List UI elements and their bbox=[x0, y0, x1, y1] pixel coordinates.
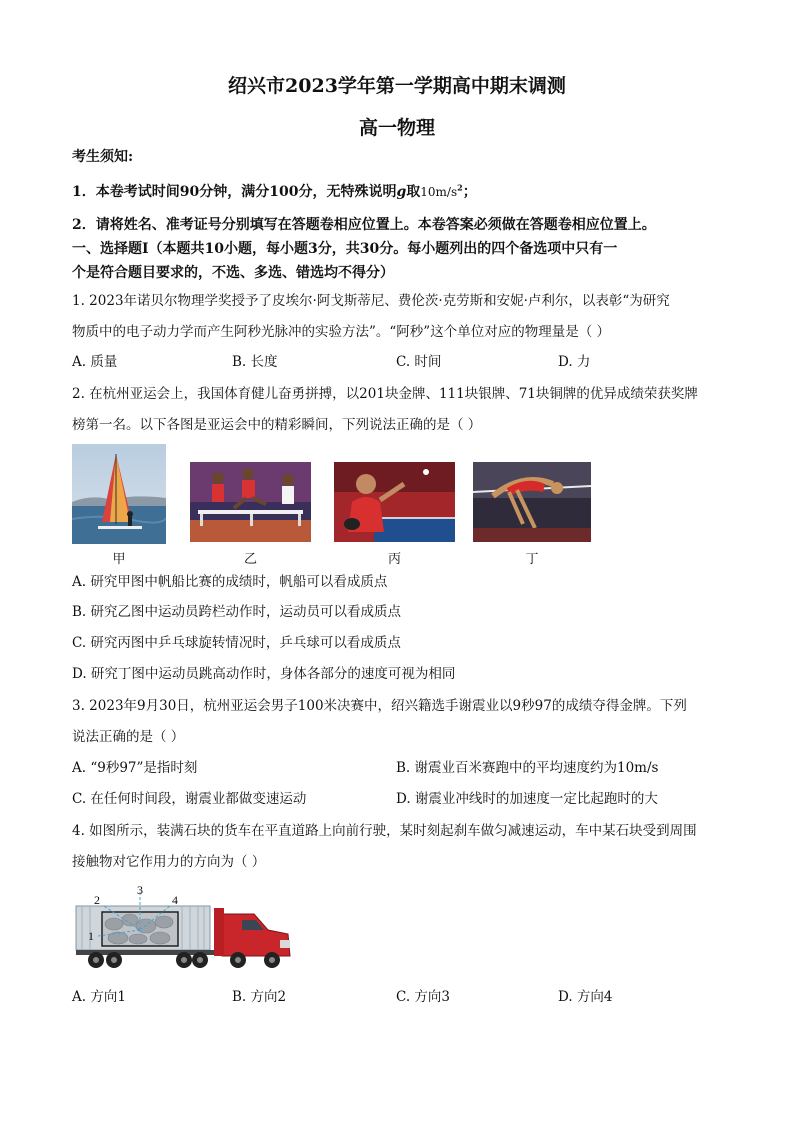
caption-bing: 丙 bbox=[387, 552, 401, 567]
q4-option-c: C. 方向3 bbox=[396, 989, 451, 1005]
q3-stem-line2: 说法正确的是（ ） bbox=[72, 729, 185, 745]
notice-item-1-end: ； bbox=[462, 184, 477, 200]
q2-option-a: A. 研究甲图中帆船比赛的成绩时，帆船可以看成质点 bbox=[72, 574, 388, 590]
direction-label-3: 3 bbox=[137, 884, 143, 897]
q4-stem-line1: 4. 如图所示，装满石块的货车在平直道路上向前行驶，某时刻起刹车做匀减速运动，车中某石块受到周围 bbox=[72, 823, 697, 839]
q2-option-b: B. 研究乙图中运动员跨栏动作时，运动员可以看成质点 bbox=[72, 604, 402, 620]
q4-option-d: D. 方向4 bbox=[558, 989, 613, 1005]
caption-yi: 乙 bbox=[243, 552, 257, 567]
notice-item-1-text: 1．本卷考试时间90分钟，满分100分，无特殊说明 bbox=[72, 184, 397, 200]
subject-title: 高一物理 bbox=[358, 117, 435, 139]
caption-jia: 甲 bbox=[112, 552, 126, 567]
gravity-value: 10m/s bbox=[420, 185, 458, 199]
q2-stem-line1: 2. 在杭州亚运会上，我国体育健儿奋勇拼搏，以201块金牌、111块银牌、71块铜牌的优异成绩荣获奖牌 bbox=[72, 386, 698, 402]
truck-diagram bbox=[72, 884, 298, 976]
caption-ding: 丁 bbox=[525, 552, 539, 567]
gravity-exponent: 2 bbox=[457, 182, 463, 193]
photo-high-jump bbox=[473, 462, 591, 542]
q2-option-c: C. 研究丙图中乒乓球旋转情况时，乒乓球可以看成质点 bbox=[72, 635, 401, 651]
q1-option-b: B. 长度 bbox=[232, 354, 278, 370]
truck-svg bbox=[72, 884, 298, 976]
q4-option-a: A. 方向1 bbox=[72, 989, 126, 1005]
q3-option-c: C. 在任何时间段，谢震业都做变速运动 bbox=[72, 791, 307, 807]
direction-label-1: 1 bbox=[88, 929, 94, 943]
q4-option-b: B. 方向2 bbox=[232, 989, 287, 1005]
q2-option-d: D. 研究丁图中运动员跳高动作时，身体各部分的速度可视为相同 bbox=[72, 666, 456, 682]
q3-stem-line1: 3. 2023年9月30日，杭州亚运会男子100米决赛中，绍兴籍选手谢震业以9秒97的成绩夺得金牌。下列 bbox=[72, 698, 687, 714]
q1-option-a: A. 质量 bbox=[72, 354, 118, 370]
photo-hurdles bbox=[190, 462, 311, 542]
q1-option-c: C. 时间 bbox=[396, 354, 442, 370]
notice-item-1-take: 取 bbox=[406, 184, 421, 200]
exam-title: 绍兴市2023学年第一学期高中期末调测 bbox=[228, 75, 566, 97]
notice-item-1 bbox=[72, 181, 477, 201]
q2-stem-line2: 榜第一名。以下各图是亚运会中的精彩瞬间，下列说法正确的是（ ） bbox=[72, 417, 482, 433]
section-heading-line1: 一、选择题Ⅰ（本题共10小题，每小题3分，共30分。每小题列出的四个备选项中只有一 bbox=[72, 241, 618, 257]
direction-label-4: 4 bbox=[172, 893, 178, 907]
q3-option-d: D. 谢震业冲线时的加速度一定比起跑时的大 bbox=[396, 791, 658, 807]
q1-stem-line1: 1. 2023年诺贝尔物理学奖授予了皮埃尔·阿戈斯蒂尼、费伦茨·克劳斯和安妮·卢利尔，以表彰“为研究 bbox=[72, 293, 670, 309]
section-heading-line2: 个是符合题目要求的，不选、多选、错选均不得分） bbox=[72, 265, 394, 281]
notice-item-2: 2．请将姓名、准考证号分别填写在答题卷相应位置上。本卷答案必须做在答题卷相应位置上。 bbox=[72, 217, 656, 233]
q1-option-d: D. 力 bbox=[558, 354, 591, 370]
photo-table-tennis bbox=[334, 462, 455, 542]
notice-heading: 考生须知: bbox=[72, 149, 134, 165]
q4-stem-line2: 接触物对它作用力的方向为（ ） bbox=[72, 854, 266, 870]
photo-windsurfing bbox=[72, 444, 166, 544]
q3-option-a: A. “9秒97”是指时刻 bbox=[72, 760, 198, 776]
q1-stem-line2: 物质中的电子动力学而产生阿秒光脉冲的实验方法”。“阿秒”这个单位对应的物理量是（ ） bbox=[72, 324, 610, 340]
direction-label-2: 2 bbox=[94, 893, 100, 907]
q3-option-b: B. 谢震业百米赛跑中的平均速度约为10m/s bbox=[396, 760, 659, 776]
gravity-symbol: g bbox=[396, 184, 407, 200]
